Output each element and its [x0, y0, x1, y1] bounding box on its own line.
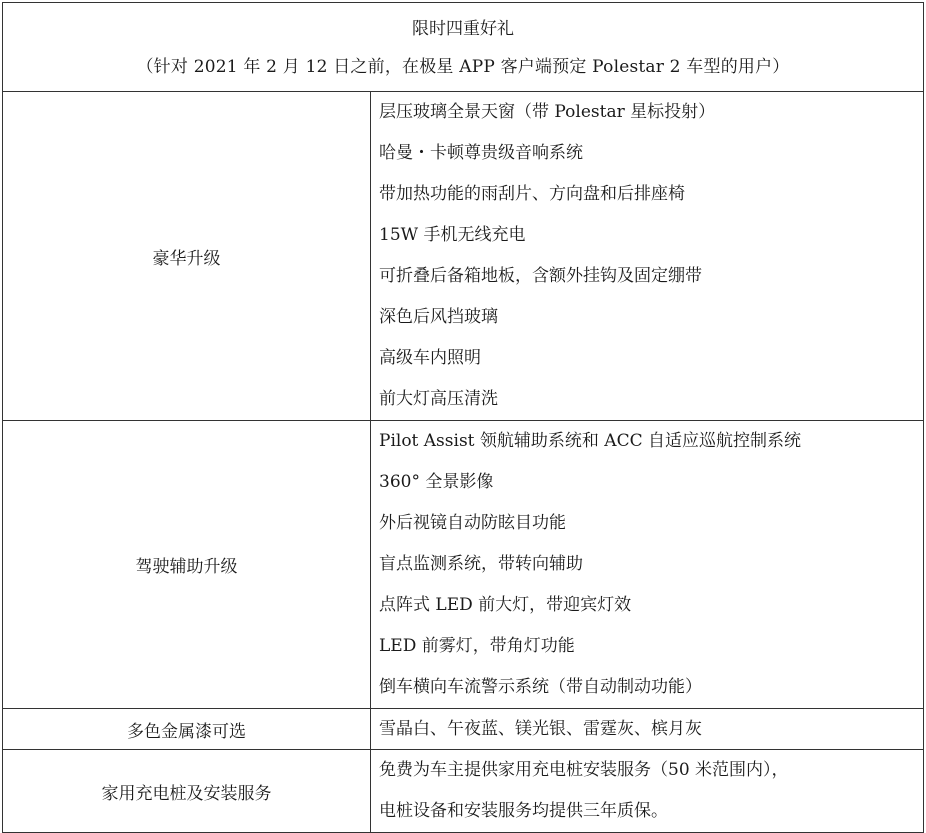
list-item: 盲点监测系统，带转向辅助 [379, 554, 583, 574]
list-item: 电桩设备和安装服务均提供三年质保。 [379, 801, 668, 821]
table-subtitle: （针对 2021 年 2 月 12 日之前，在极星 APP 客户端预定 Polestar 2 车型的用户） [136, 57, 790, 77]
promotion-table [2, 2, 924, 833]
list-item: 15W 手机无线充电 [379, 225, 526, 245]
list-item: 深色后风挡玻璃 [379, 307, 498, 327]
table-header-cell [3, 3, 924, 92]
list-item: 倒车横向车流警示系统（带自动制动功能） [379, 677, 702, 697]
list-item: 免费为车主提供家用充电桩安装服务（50 米范围内）， [379, 760, 789, 780]
list-item: 前大灯高压清洗 [379, 389, 498, 409]
table-header-row [3, 3, 924, 92]
list-item: 雪晶白、午夜蓝、镁光银、雷霆灰、槟月灰 [379, 719, 702, 739]
category-cell-luxury-upgrade: 豪华升级 [3, 92, 371, 421]
list-item: 360° 全景影像 [379, 472, 494, 492]
list-item: 层压玻璃全景天窗（带 Polestar 星标投射） [379, 102, 716, 122]
category-cell-home-charger-service: 家用充电桩及安装服务 [3, 750, 371, 833]
table-row [3, 709, 924, 750]
list-item: 带加热功能的雨刮片、方向盘和后排座椅 [379, 184, 685, 204]
list-item: 点阵式 LED 前大灯，带迎宾灯效 [379, 595, 632, 615]
category-cell-driving-assist-upgrade: 驾驶辅助升级 [3, 421, 371, 709]
table-row [3, 750, 924, 833]
items-cell-metallic-paint [371, 709, 924, 750]
items-cell-driving-assist-upgrade [371, 421, 924, 709]
list-item: 外后视镜自动防眩目功能 [379, 513, 566, 533]
items-cell-home-charger-service [371, 750, 924, 833]
table-row [3, 421, 924, 709]
list-item: Pilot Assist 领航辅助系统和 ACC 自适应巡航控制系统 [379, 431, 802, 451]
list-item: 哈曼・卡顿尊贵级音响系统 [379, 143, 583, 163]
items-cell-luxury-upgrade [371, 92, 924, 421]
category-cell-metallic-paint: 多色金属漆可选 [3, 709, 371, 750]
table-row [3, 92, 924, 421]
list-item: 可折叠后备箱地板，含额外挂钩及固定绷带 [379, 266, 702, 286]
list-item: 高级车内照明 [379, 348, 481, 368]
table-title: 限时四重好礼 [412, 19, 514, 39]
list-item: LED 前雾灯，带角灯功能 [379, 636, 575, 656]
